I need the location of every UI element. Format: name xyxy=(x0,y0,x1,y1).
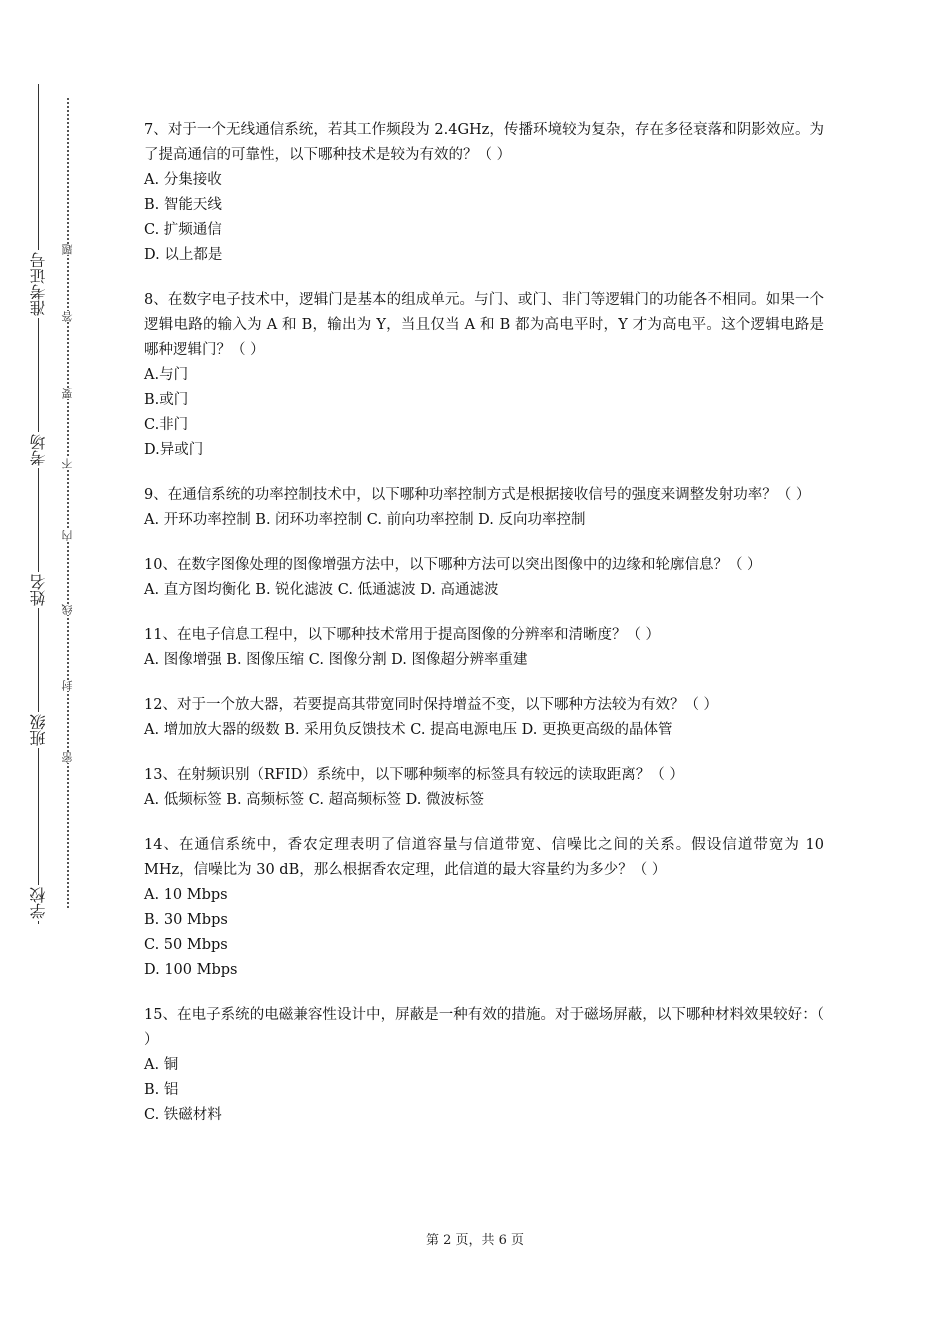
question-15 xyxy=(144,1003,824,1128)
option-d: D. 以上都是 xyxy=(144,247,223,263)
option-d: D. 100 Mbps xyxy=(144,962,238,978)
option-c: C. 铁磁材料 xyxy=(144,1107,222,1123)
binding-margin xyxy=(14,80,54,930)
question-text: 7、对于一个无线通信系统，若其工作频段为 2.4GHz，传播环境较为复杂，存在多径衰落和阴影效应。为了提高通信的可靠性，以下哪种技术是较为有效的？（ ） xyxy=(144,122,824,163)
seal-dotted-line xyxy=(67,98,69,908)
options-line: A. 开环功率控制 B. 闭环功率控制 C. 前向功率控制 D. 反向功率控制 xyxy=(144,512,586,528)
question-8 xyxy=(144,288,824,463)
option-a: A. 分集接收 xyxy=(144,172,222,188)
option-a: A. 10 Mbps xyxy=(144,887,228,903)
seal-char: 内 xyxy=(61,530,74,541)
question-text: 15、在电子系统的电磁兼容性设计中，屏蔽是一种有效的措施。对于磁场屏蔽，以下哪种材料效果较好：（ ） xyxy=(144,1007,824,1048)
options-line: A. 图像增强 B. 图像压缩 C. 图像分割 D. 图像超分辨率重建 xyxy=(144,652,528,668)
option-b: B. 智能天线 xyxy=(144,197,222,213)
question-11 xyxy=(144,623,824,673)
question-10 xyxy=(144,553,824,603)
page-number: 第 2 页，共 6 页 xyxy=(425,1233,525,1248)
option-a: A.与门 xyxy=(144,367,189,383)
seal-char: 封 xyxy=(61,680,74,691)
question-list xyxy=(144,118,824,1148)
seal-char: 不 xyxy=(61,458,74,469)
seal-char: 线 xyxy=(61,604,74,615)
seal-line xyxy=(58,98,78,908)
option-a: A. 铜 xyxy=(144,1057,179,1073)
seal-char: 答 xyxy=(61,311,74,322)
exam-number-label: 准考证号 xyxy=(29,252,48,316)
question-text: 14、在通信系统中，香农定理表明了信道容量与信道带宽、信噪比之间的关系。假设信道带宽为 10 MHz，信噪比为 30 dB，那么根据香农定理，此信道的最大容量约为多少？（ ） xyxy=(144,837,824,878)
question-14 xyxy=(144,833,824,983)
options-line: A. 增加放大器的级数 B. 采用负反馈技术 C. 提高电源电压 D. 更换更高级的晶体管 xyxy=(144,722,673,738)
seal-char: 密 xyxy=(61,752,74,763)
question-text: 12、对于一个放大器，若要提高其带宽同时保持增益不变，以下哪种方法较为有效？（ ） xyxy=(144,697,719,713)
question-12 xyxy=(144,693,824,743)
option-c: C.非门 xyxy=(144,417,189,433)
exam-room-label: 考场 xyxy=(29,434,48,466)
option-b: B.或门 xyxy=(144,392,189,408)
option-b: B. 铝 xyxy=(144,1082,179,1098)
margin-underline xyxy=(38,84,39,924)
school-label: 学校 xyxy=(29,887,48,919)
question-text: 8、在数字电子技术中，逻辑门是基本的组成单元。与门、或门、非门等逻辑门的功能各不相同。如果一个逻辑电路的输入为 A 和 B，输出为 Y，当且仅当 A 和 B 都为高电平时，Y 才为高电平。这个逻辑电路是哪种逻辑门？（ ） xyxy=(144,292,824,358)
option-c: C. 扩频通信 xyxy=(144,222,222,238)
question-text: 11、在电子信息工程中，以下哪种技术常用于提高图像的分辨率和清晰度？（ ） xyxy=(144,627,661,643)
question-text: 13、在射频识别（RFID）系统中，以下哪种频率的标签具有较远的读取距离？（ ） xyxy=(144,767,684,783)
question-13 xyxy=(144,763,824,813)
student-name-label: 姓名 xyxy=(29,574,48,606)
question-text: 9、在通信系统的功率控制技术中，以下哪种功率控制方式是根据接收信号的强度来调整发射功率？（ ） xyxy=(144,487,811,503)
seal-char: 要 xyxy=(61,388,74,399)
options-line: A. 直方图均衡化 B. 锐化滤波 C. 低通滤波 D. 高通滤波 xyxy=(144,582,499,598)
question-9 xyxy=(144,483,824,533)
options-line: A. 低频标签 B. 高频标签 C. 超高频标签 D. 微波标签 xyxy=(144,792,485,808)
option-b: B. 30 Mbps xyxy=(144,912,228,928)
seal-char: 题 xyxy=(61,244,74,255)
class-label: 班级 xyxy=(29,714,48,746)
option-c: C. 50 Mbps xyxy=(144,937,228,953)
option-d: D.异或门 xyxy=(144,442,204,458)
question-text: 10、在数字图像处理的图像增强方法中，以下哪种方法可以突出图像中的边缘和轮廓信息？（ ） xyxy=(144,557,762,573)
question-7 xyxy=(144,118,824,268)
